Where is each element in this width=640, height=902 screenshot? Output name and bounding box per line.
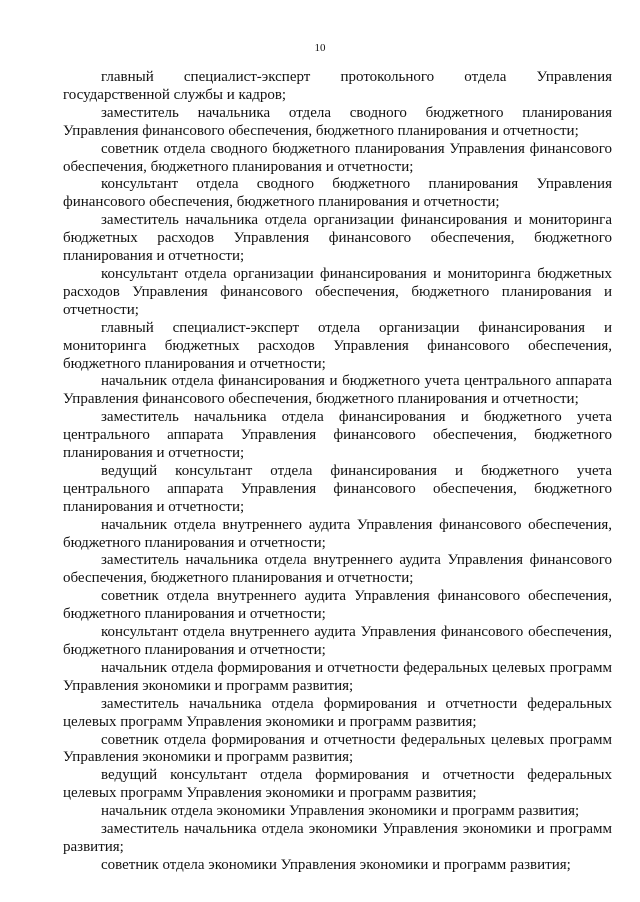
list-item: главный специалист-эксперт отдела организации финансирования и мониторинга бюджетных расходов Управления финансового обеспечения, бюджетного планирования и отчетности; bbox=[63, 319, 612, 372]
list-item: заместитель начальника отдела сводного бюджетного планирования Управления финансового обеспечения, бюджетного планирования и отчетности; bbox=[63, 104, 612, 139]
list-item: ведущий консультант отдела финансирования и бюджетного учета центрального аппарата Управления финансового обеспечения, бюджетного планирования и отчетности; bbox=[63, 462, 612, 515]
list-item: советник отдела сводного бюджетного планирования Управления финансового обеспечения, бюджетного планирования и отчетности; bbox=[63, 140, 612, 175]
list-item: советник отдела формирования и отчетности федеральных целевых программ Управления экономики и программ развития; bbox=[63, 731, 612, 766]
list-item: заместитель начальника отдела внутреннего аудита Управления финансового обеспечения, бюджетного планирования и отчетности; bbox=[63, 552, 612, 587]
list-item: советник отдела экономики Управления экономики и программ развития; bbox=[101, 856, 571, 873]
list-item: заместитель начальника отдела финансирования и бюджетного учета центрального аппарата Управления финансового обеспечения, бюджетного планирования и отчетности; bbox=[63, 409, 612, 462]
list-item: советник отдела внутреннего аудита Управления финансового обеспечения, бюджетного планирования и отчетности; bbox=[63, 588, 612, 623]
document-body bbox=[63, 69, 612, 875]
list-item: консультант отдела организации финансирования и мониторинга бюджетных расходов Управления финансового обеспечения, бюджетного планирования и отчетности; bbox=[63, 265, 612, 318]
list-item: консультант отдела сводного бюджетного планирования Управления финансового обеспечения, бюджетного планирования и отчетности; bbox=[63, 176, 612, 211]
list-item: начальник отдела внутреннего аудита Управления финансового обеспечения, бюджетного планирования и отчетности; bbox=[63, 516, 612, 551]
list-item: начальник отдела экономики Управления экономики и программ развития; bbox=[101, 803, 580, 820]
list-item: ведущий консультант отдела формирования и отчетности федеральных целевых программ Управления экономики и программ развития; bbox=[63, 767, 612, 802]
list-item: заместитель начальника отдела экономики Управления экономики и программ развития; bbox=[63, 821, 612, 855]
list-item: заместитель начальника отдела организации финансирования и мониторинга бюджетных расходов Управления финансового обеспечения, бюджетного планирования и отчетности; bbox=[63, 212, 612, 265]
page-number: 10 bbox=[314, 42, 326, 54]
list-item: заместитель начальника отдела формирования и отчетности федеральных целевых программ Управления экономики и программ развития; bbox=[63, 695, 612, 730]
list-item: консультант отдела внутреннего аудита Управления финансового обеспечения, бюджетного планирования и отчетности; bbox=[63, 624, 612, 658]
list-item: главный специалист-эксперт протокольного отдела Управления государственной службы и кадров; bbox=[63, 69, 612, 103]
list-item: начальник отдела формирования и отчетности федеральных целевых программ Управления экономики и программ развития; bbox=[63, 659, 612, 694]
list-item: начальник отдела финансирования и бюджетного учета центрального аппарата Управления финансового обеспечения, бюджетного планирования и отчетности; bbox=[63, 373, 612, 408]
